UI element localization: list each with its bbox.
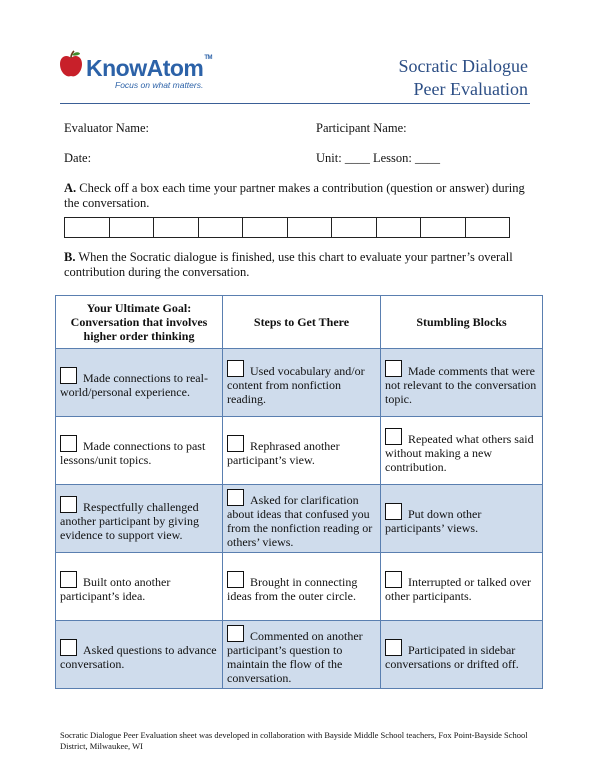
page-title-line-2: Peer Evaluation — [413, 79, 528, 99]
checkbox[interactable] — [227, 435, 244, 452]
checkbox[interactable] — [385, 639, 402, 656]
table-cell: Brought in connecting ideas from the outer circle. — [223, 571, 380, 603]
table-cell: Repeated what others said without making a new contribution. — [381, 428, 542, 474]
table-cell: Respectfully challenged another participant by giving evidence to support view. — [56, 496, 222, 542]
checkbox[interactable] — [60, 571, 77, 588]
evaluator-name-label: Evaluator Name: — [64, 121, 150, 135]
contribution-tally-boxes — [64, 217, 510, 238]
contribution-box[interactable] — [376, 217, 421, 238]
page-title-line-1: Socratic Dialogue — [398, 56, 528, 76]
table-cell: Interrupted or talked over other participants. — [381, 571, 542, 603]
table-cell: Made connections to real-world/personal experience. — [56, 367, 222, 399]
checkbox[interactable] — [60, 496, 77, 513]
checkbox[interactable] — [227, 489, 244, 506]
table-cell: Asked for clarification about ideas that confused you from the nonfiction reading or others’ views. — [223, 489, 380, 549]
table-cell: Built onto another participant’s idea. — [56, 571, 222, 603]
evaluation-table — [55, 295, 543, 689]
section-a-instructions: A. Check off a box each time your partner makes a contribution (question or answer) during the conversation. — [64, 181, 525, 210]
checkbox[interactable] — [60, 639, 77, 656]
checkbox[interactable] — [385, 571, 402, 588]
header-stumbling-blocks: Stumbling Blocks — [381, 296, 543, 349]
table-header-row — [56, 296, 543, 349]
checkbox[interactable] — [60, 367, 77, 384]
unit-lesson-label: Unit: ____ Lesson: ____ — [316, 151, 440, 165]
table-cell: Used vocabulary and/or content from nonfiction reading. — [223, 360, 380, 406]
contribution-box[interactable] — [198, 217, 243, 238]
contribution-box[interactable] — [420, 217, 465, 238]
contribution-box[interactable] — [465, 217, 511, 238]
apple-icon — [58, 50, 86, 80]
header-steps: Steps to Get There — [223, 296, 381, 349]
header-ultimate-goal: Your Ultimate Goal: Conversation that involves higher order thinking — [56, 296, 223, 349]
table-cell: Put down other participants’ views. — [381, 503, 542, 535]
checkbox[interactable] — [60, 435, 77, 452]
table-cell: Commented on another participant’s question to maintain the flow of the conversation. — [223, 625, 380, 685]
table-cell: Made comments that were not relevant to the conversation topic. — [381, 360, 542, 406]
footer-credit: Socratic Dialogue Peer Evaluation sheet was developed in collaboration with Bayside Middle School teachers, Fox Point-Bayside School District, Milwaukee, WI — [60, 730, 528, 751]
checkbox[interactable] — [385, 360, 402, 377]
date-label: Date: — [64, 151, 92, 165]
table-row — [56, 621, 543, 689]
contribution-box[interactable] — [331, 217, 376, 238]
table-cell: Asked questions to advance conversation. — [56, 639, 222, 671]
contribution-box[interactable] — [153, 217, 198, 238]
checkbox[interactable] — [227, 360, 244, 377]
contribution-box[interactable] — [242, 217, 287, 238]
table-row — [56, 553, 543, 621]
table-row — [56, 417, 543, 485]
checkbox[interactable] — [227, 625, 244, 642]
checkbox[interactable] — [385, 428, 402, 445]
checkbox[interactable] — [385, 503, 402, 520]
brand-tagline: Focus on what matters. — [115, 80, 204, 90]
participant-name-label: Participant Name: — [316, 121, 407, 135]
contribution-box[interactable] — [64, 217, 109, 238]
brand-name: KnowAtom™ — [86, 55, 213, 81]
table-cell: Participated in sidebar conversations or drifted off. — [381, 639, 542, 671]
contribution-box[interactable] — [287, 217, 332, 238]
section-b-instructions: B. When the Socratic dialogue is finished, use this chart to evaluate your partner’s overall contribution during the conversation. — [64, 250, 513, 279]
table-cell: Rephrased another participant’s view. — [223, 435, 380, 467]
table-row — [56, 485, 543, 553]
table-cell: Made connections to past lessons/unit topics. — [56, 435, 222, 467]
checkbox[interactable] — [227, 571, 244, 588]
contribution-box[interactable] — [109, 217, 154, 238]
table-row — [56, 349, 543, 417]
header-divider — [60, 103, 530, 104]
